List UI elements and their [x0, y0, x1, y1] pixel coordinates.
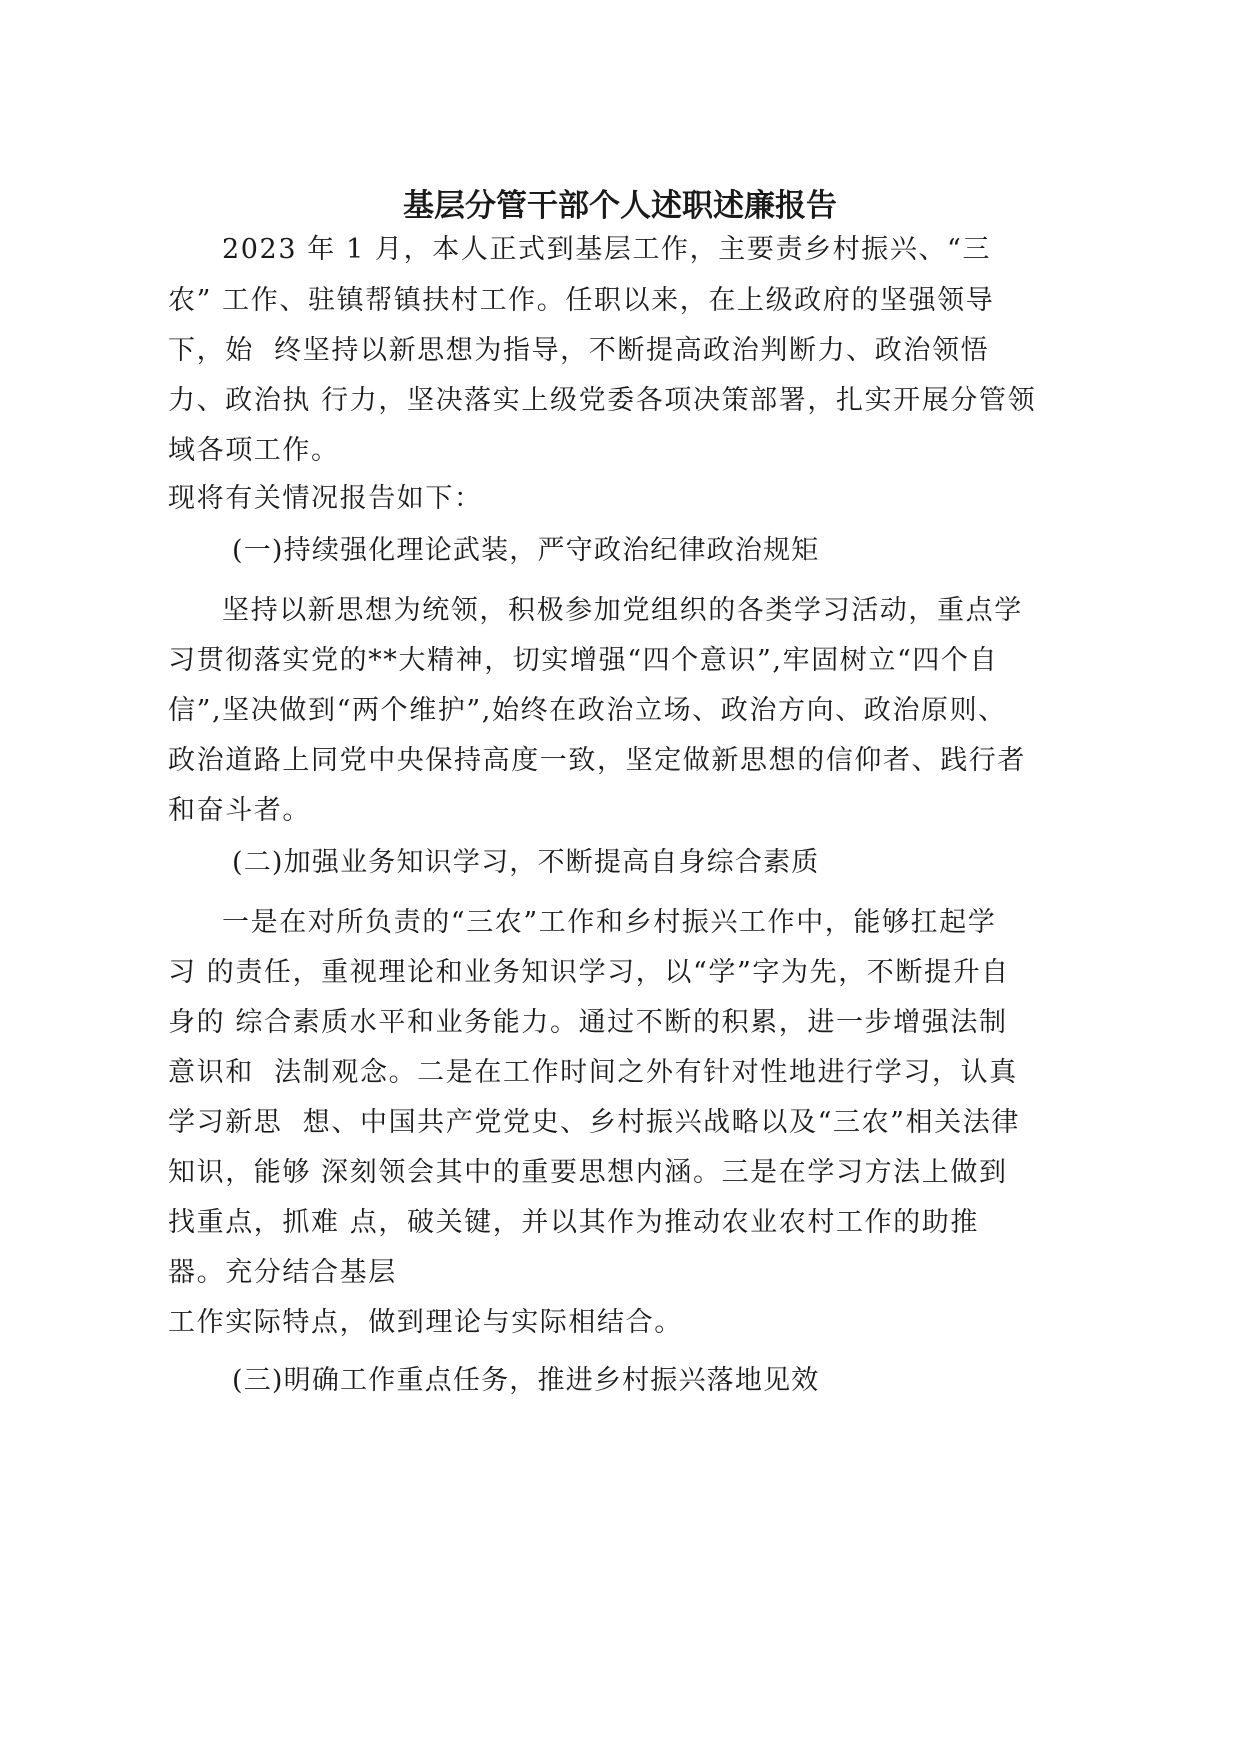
intro-line: 域各项工作。 — [168, 435, 340, 466]
section-heading: (二)加强业务知识学习，不断提高自身综合素质 — [232, 847, 820, 878]
paragraph-line: 学习新思 想、中国共产党党史、乡村振兴战略以及“三农”相关法律 — [168, 1107, 1020, 1138]
section-heading: (三)明确工作重点任务，推进乡村振兴落地见效 — [232, 1365, 820, 1396]
intro-line: 力、政治执 行力，坚决落实上级党委各项决策部署，扎实开展分管领 — [168, 385, 1037, 416]
paragraph-line: 习 的责任，重视理论和业务知识学习，以“学”字为先，不断提升自 — [168, 957, 1010, 988]
paragraph-line: 意识和 法制观念。二是在工作时间之外有针对性地进行学习，认真 — [168, 1057, 1018, 1088]
paragraph-line: 坚持以新思想为统领，积极参加党组织的各类学习活动，重点学 — [222, 595, 1023, 626]
intro-transition: 现将有关情况报告如下： — [168, 483, 483, 514]
document-title: 基层分管干部个人述职述廉报告 — [403, 188, 837, 224]
paragraph-line: 政治道路上同党中央保持高度一致，坚定做新思想的信仰者、践行者 — [168, 745, 1026, 776]
paragraph-line: 工作实际特点，做到理论与实际相结合。 — [168, 1307, 683, 1338]
paragraph-line: 知识，能够 深刻领会其中的重要思想内涵。三是在学习方法上做到 — [168, 1157, 1008, 1188]
intro-line: 农” 工作、驻镇帮镇扶村工作。任职以来，在上级政府的坚强领导 — [168, 285, 995, 316]
paragraph-line: 找重点，抓难 点，破关键，并以其作为推动农业农村工作的助推 — [168, 1207, 979, 1238]
paragraph-line: 身的 综合素质水平和业务能力。通过不断的积累，进一步增强法制 — [168, 1007, 1008, 1038]
intro-line: 2023 年 1 月，本人正式到基层工作，主要责乡村振兴、“三 — [222, 234, 992, 265]
paragraph-line: 一是在对所负责的“三农”工作和乡村振兴工作中，能够扛起学 — [222, 907, 997, 938]
paragraph-line: 器。充分结合基层 — [168, 1257, 397, 1288]
paragraph-line: 习贯彻落实党的**大精神，切实增强“四个意识”,牢固树立“四个自 — [168, 645, 999, 676]
paragraph-line: 信”,坚决做到“两个维护”,始终在政治立场、政治方向、政治原则、 — [168, 695, 1007, 726]
intro-line: 下，始 终坚持以新思想为指导，不断提高政治判断力、政治领悟 — [168, 335, 990, 366]
section-heading: (一)持续强化理论武装，严守政治纪律政治规矩 — [232, 535, 820, 566]
paragraph-line: 和奋斗者。 — [168, 795, 311, 826]
